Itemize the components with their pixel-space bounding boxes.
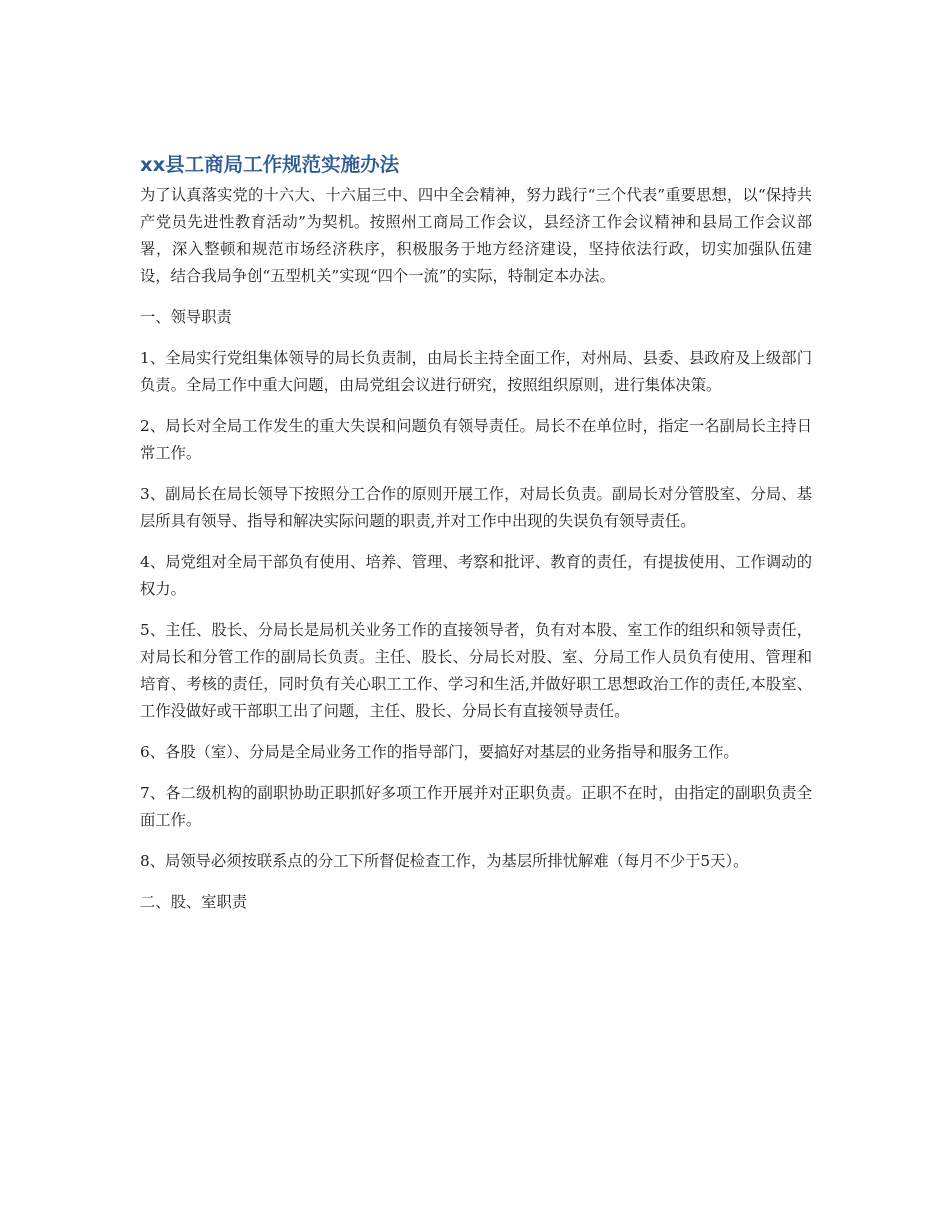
section-heading-departments: 二、股、室职责 [140,893,248,911]
list-item: 6、各股（室）、分局是全局业务工作的指导部门，要搞好对基层的业务指导和服务工作。 [140,743,739,761]
document-page [140,148,812,916]
list-item: 5、主任、股长、分局长是局机关业务工作的直接领导者，负有对本股、室工作的组织和领导责任，对局长和分管工作的副局长负责。主任、股长、分局长对股、室、分局工作人员负有使用、管理和培育、考核的责任，同时负有关心职工工作、学习和生活,并做好职工思想政治工作的责任,本股室、工作没做好或干部职工出了问题，主任、股长、分局长有直接领导责任。 [140,621,812,720]
intro-paragraph: 为了认真落实党的十六大、十六届三中、四中全会精神，努力践行“三个代表”重要思想，以“保持共产党员先进性教育活动”为契机。按照州工商局工作会议，县经济工作会议精神和县局工作会议部署，深入整顿和规范市场经济秩序，积极服务于地方经济建设，坚持依法行政，切实加强队伍建设，结合我局争创“五型机关”实现“四个一流”的实际，特制定本办法。 [140,186,812,285]
list-item: 4、局党组对全局干部负有使用、培养、管理、考察和批评、教育的责任，有提拔使用、工作调动的权力。 [140,553,812,598]
list-item: 7、各二级机构的副职协助正职抓好多项工作开展并对正职负责。正职不在时，由指定的副职负责全面工作。 [140,784,812,829]
list-item: 3、副局长在局长领导下按照分工合作的原则开展工作，对局长负责。副局长对分管股室、分局、基层所具有领导、指导和解决实际问题的职责,并对工作中出现的失误负有领导责任。 [140,485,812,530]
document-title: xx县工商局工作规范实施办法 [140,153,400,176]
list-item: 2、局长对全局工作发生的重大失误和问题负有领导责任。局长不在单位时，指定一名副局长主持日常工作。 [140,417,812,462]
list-item: 1、全局实行党组集体领导的局长负责制，由局长主持全面工作，对州局、县委、县政府及上级部门负责。全局工作中重大问题，由局党组会议进行研究，按照组织原则，进行集体决策。 [140,349,812,394]
section-heading-leadership: 一、领导职责 [140,308,232,326]
list-item: 8、局领导必须按联系点的分工下所督促检查工作，为基层所排忧解难（每月不少于5天）。 [140,852,749,870]
